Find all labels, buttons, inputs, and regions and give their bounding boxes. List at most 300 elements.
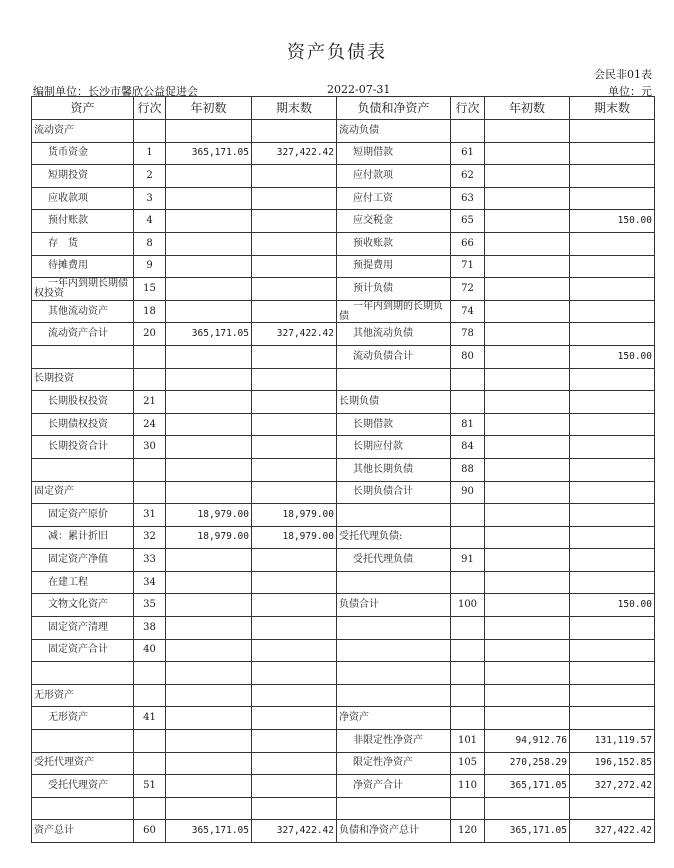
table-row [32, 210, 655, 233]
asset-line-no: 35 [134, 594, 166, 617]
asset-begin [166, 775, 252, 798]
liability-end: 196,152.85 [570, 752, 655, 775]
asset-end [252, 391, 337, 414]
header-end: 期末数 [252, 97, 337, 120]
asset-begin [166, 436, 252, 459]
asset-label: 受托代理资产 [32, 775, 134, 798]
asset-begin [166, 210, 252, 233]
liability-end [570, 458, 655, 481]
asset-line-no: 30 [134, 436, 166, 459]
asset-end [252, 684, 337, 707]
liability-end [570, 142, 655, 165]
header-line-no: 行次 [134, 97, 166, 120]
liability-label: 净资产 [337, 707, 451, 730]
liability-end [570, 526, 655, 549]
liability-begin [485, 391, 570, 414]
asset-begin [166, 413, 252, 436]
asset-line-no: 20 [134, 323, 166, 346]
table-row [32, 436, 655, 459]
asset-begin [166, 232, 252, 255]
liability-begin [485, 413, 570, 436]
asset-end [252, 187, 337, 210]
liability-end [570, 617, 655, 640]
liability-line-no: 65 [451, 210, 485, 233]
asset-label: 资产总计 [32, 820, 134, 843]
asset-begin [166, 571, 252, 594]
table-row [32, 391, 655, 414]
asset-end [252, 165, 337, 188]
header-liabilities: 负债和净资产 [337, 97, 451, 120]
liability-label: 预提费用 [337, 255, 451, 278]
liability-line-no: 90 [451, 481, 485, 504]
liability-end [570, 255, 655, 278]
asset-line-no: 51 [134, 775, 166, 798]
asset-label [32, 797, 134, 820]
asset-end [252, 232, 337, 255]
asset-begin [166, 707, 252, 730]
liability-end: 131,119.57 [570, 730, 655, 753]
liability-label [337, 662, 451, 685]
liability-label: 短期借款 [337, 142, 451, 165]
liability-end: 327,422.42 [570, 820, 655, 843]
asset-begin [166, 549, 252, 572]
asset-begin [166, 458, 252, 481]
asset-line-no: 38 [134, 617, 166, 640]
asset-begin [166, 797, 252, 820]
liability-line-no: 80 [451, 345, 485, 368]
asset-label: 存 货 [32, 232, 134, 255]
asset-line-no: 33 [134, 549, 166, 572]
asset-line-no: 18 [134, 300, 166, 323]
liability-label: 非限定性净资产 [337, 730, 451, 753]
liability-label [337, 797, 451, 820]
table-row [32, 368, 655, 391]
liability-label [337, 639, 451, 662]
asset-end [252, 481, 337, 504]
asset-line-no [134, 797, 166, 820]
liability-begin [485, 662, 570, 685]
asset-line-no: 34 [134, 571, 166, 594]
asset-end [252, 458, 337, 481]
asset-label [32, 730, 134, 753]
table-row [32, 775, 655, 798]
report-title: 资产负债表 [287, 42, 387, 63]
liability-line-no: 88 [451, 458, 485, 481]
liability-end [570, 413, 655, 436]
liability-label: 流动负债 [337, 120, 451, 143]
asset-label: 待摊费用 [32, 255, 134, 278]
asset-begin [166, 300, 252, 323]
table-row [32, 571, 655, 594]
asset-begin [166, 345, 252, 368]
asset-label: 短期投资 [32, 165, 134, 188]
liability-end [570, 323, 655, 346]
asset-begin [166, 684, 252, 707]
asset-begin [166, 120, 252, 143]
liability-label [337, 368, 451, 391]
table-row [32, 255, 655, 278]
asset-line-no: 40 [134, 639, 166, 662]
asset-line-no: 32 [134, 526, 166, 549]
liability-label: 负债和净资产总计 [337, 820, 451, 843]
liability-begin [485, 323, 570, 346]
asset-begin [166, 730, 252, 753]
asset-end [252, 797, 337, 820]
asset-end [252, 549, 337, 572]
table-row [32, 120, 655, 143]
asset-end [252, 278, 337, 301]
liability-begin [485, 187, 570, 210]
table-row [32, 165, 655, 188]
liability-line-no [451, 617, 485, 640]
asset-line-no: 3 [134, 187, 166, 210]
table-row [32, 300, 655, 323]
liability-end: 150.00 [570, 594, 655, 617]
liability-label: 其他长期负债 [337, 458, 451, 481]
asset-line-no: 41 [134, 707, 166, 730]
liability-begin [485, 278, 570, 301]
asset-label: 固定资产净值 [32, 549, 134, 572]
liability-label: 预计负债 [337, 278, 451, 301]
liability-end [570, 368, 655, 391]
asset-label: 减：累计折旧 [32, 526, 134, 549]
table-row [32, 549, 655, 572]
asset-label: 在建工程 [32, 571, 134, 594]
liability-label: 负债合计 [337, 594, 451, 617]
liability-label: 流动负债合计 [337, 345, 451, 368]
table-header-row [32, 97, 655, 120]
liability-end [570, 300, 655, 323]
table-row [32, 797, 655, 820]
table-row [32, 323, 655, 346]
asset-end: 18,979.00 [252, 526, 337, 549]
liability-line-no: 110 [451, 775, 485, 798]
asset-line-no: 8 [134, 232, 166, 255]
liability-label [337, 617, 451, 640]
form-number: 会民非01表 [594, 68, 652, 81]
asset-end [252, 730, 337, 753]
liability-label: 长期负债合计 [337, 481, 451, 504]
liability-begin [485, 165, 570, 188]
asset-end [252, 368, 337, 391]
asset-line-no: 31 [134, 504, 166, 527]
liability-line-no [451, 391, 485, 414]
liability-end [570, 436, 655, 459]
asset-begin [166, 594, 252, 617]
liability-line-no: 66 [451, 232, 485, 255]
asset-end [252, 436, 337, 459]
liability-begin: 365,171.05 [485, 775, 570, 798]
liability-line-no: 120 [451, 820, 485, 843]
liability-line-no [451, 797, 485, 820]
asset-label: 固定资产合计 [32, 639, 134, 662]
liability-line-no: 105 [451, 752, 485, 775]
asset-line-no [134, 345, 166, 368]
liability-line-no: 74 [451, 300, 485, 323]
liability-end [570, 391, 655, 414]
liability-begin [485, 481, 570, 504]
asset-end [252, 300, 337, 323]
table-row [32, 458, 655, 481]
currency-unit: 单位：元 [608, 85, 652, 98]
table-row [32, 278, 655, 301]
asset-end [252, 594, 337, 617]
asset-line-no: 9 [134, 255, 166, 278]
asset-line-no [134, 730, 166, 753]
asset-end [252, 413, 337, 436]
asset-begin [166, 165, 252, 188]
liability-label: 长期应付款 [337, 436, 451, 459]
table-row [32, 481, 655, 504]
asset-line-no: 15 [134, 278, 166, 301]
liability-label: 长期负债 [337, 391, 451, 414]
liability-begin [485, 504, 570, 527]
liability-label: 受托代理负债 [337, 549, 451, 572]
asset-begin [166, 368, 252, 391]
liability-line-no [451, 526, 485, 549]
liability-line-no: 101 [451, 730, 485, 753]
liability-begin [485, 436, 570, 459]
liability-line-no: 63 [451, 187, 485, 210]
asset-label: 流动资产合计 [32, 323, 134, 346]
liability-begin [485, 300, 570, 323]
asset-end: 18,979.00 [252, 504, 337, 527]
table-row [32, 413, 655, 436]
table-row [32, 594, 655, 617]
asset-begin: 18,979.00 [166, 504, 252, 527]
liability-line-no [451, 707, 485, 730]
liability-begin [485, 142, 570, 165]
asset-end [252, 752, 337, 775]
liability-end [570, 232, 655, 255]
liability-line-no: 72 [451, 278, 485, 301]
header-begin: 年初数 [166, 97, 252, 120]
liability-end: 150.00 [570, 210, 655, 233]
asset-end [252, 617, 337, 640]
asset-line-no [134, 752, 166, 775]
liability-label: 长期借款 [337, 413, 451, 436]
organization-label: 编制单位：长沙市馨欣公益促进会 [33, 85, 198, 98]
liability-end [570, 187, 655, 210]
table-row [32, 345, 655, 368]
liability-line-no: 91 [451, 549, 485, 572]
asset-line-no: 24 [134, 413, 166, 436]
table-row [32, 232, 655, 255]
liability-line-no [451, 120, 485, 143]
asset-line-no [134, 458, 166, 481]
asset-end [252, 210, 337, 233]
liability-line-no [451, 571, 485, 594]
asset-begin [166, 639, 252, 662]
liability-end [570, 504, 655, 527]
asset-begin: 365,171.05 [166, 820, 252, 843]
asset-label: 固定资产原价 [32, 504, 134, 527]
liability-end [570, 797, 655, 820]
asset-end: 327,422.42 [252, 820, 337, 843]
asset-end [252, 775, 337, 798]
table-row [32, 662, 655, 685]
liability-line-no [451, 504, 485, 527]
liability-label: 限定性净资产 [337, 752, 451, 775]
asset-end [252, 662, 337, 685]
liability-begin [485, 594, 570, 617]
liability-label [337, 504, 451, 527]
asset-line-no [134, 481, 166, 504]
asset-line-no: 1 [134, 142, 166, 165]
asset-label: 长期投资合计 [32, 436, 134, 459]
liability-label: 应付工资 [337, 187, 451, 210]
asset-label: 受托代理资产 [32, 752, 134, 775]
liability-begin [485, 571, 570, 594]
asset-end: 327,422.42 [252, 323, 337, 346]
table-row [32, 142, 655, 165]
asset-begin: 365,171.05 [166, 142, 252, 165]
asset-end: 327,422.42 [252, 142, 337, 165]
liability-line-no: 81 [451, 413, 485, 436]
liability-line-no: 84 [451, 436, 485, 459]
liability-line-no: 62 [451, 165, 485, 188]
liability-end [570, 549, 655, 572]
liability-label: 应交税金 [337, 210, 451, 233]
liability-label: 预收账款 [337, 232, 451, 255]
asset-line-no: 21 [134, 391, 166, 414]
liability-end [570, 481, 655, 504]
liability-line-no [451, 662, 485, 685]
liability-label: 应付款项 [337, 165, 451, 188]
liability-begin [485, 232, 570, 255]
liability-end [570, 662, 655, 685]
table-row [32, 820, 655, 843]
liability-begin [485, 458, 570, 481]
asset-begin [166, 662, 252, 685]
liability-label [337, 684, 451, 707]
liability-begin [485, 549, 570, 572]
asset-end [252, 571, 337, 594]
asset-line-no: 2 [134, 165, 166, 188]
liability-begin [485, 707, 570, 730]
liability-begin [485, 210, 570, 233]
liability-begin [485, 345, 570, 368]
header-begin-2: 年初数 [485, 97, 570, 120]
asset-label [32, 662, 134, 685]
liability-begin: 94,912.76 [485, 730, 570, 753]
liability-end [570, 707, 655, 730]
table-row [32, 639, 655, 662]
liability-begin [485, 797, 570, 820]
table-row [32, 526, 655, 549]
asset-line-no [134, 368, 166, 391]
report-meta [33, 83, 652, 96]
asset-end [252, 707, 337, 730]
liability-begin [485, 639, 570, 662]
asset-line-no: 4 [134, 210, 166, 233]
asset-label: 固定资产清理 [32, 617, 134, 640]
header-end-2: 期末数 [570, 97, 655, 120]
asset-label: 长期投资 [32, 368, 134, 391]
asset-end [252, 120, 337, 143]
table-row [32, 617, 655, 640]
liability-begin [485, 684, 570, 707]
asset-label: 一年内到期长期债权投资 [32, 278, 134, 301]
asset-begin [166, 752, 252, 775]
liability-end [570, 278, 655, 301]
liability-line-no [451, 639, 485, 662]
liability-label [337, 571, 451, 594]
liability-label: 受托代理负债: [337, 526, 451, 549]
liability-line-no: 71 [451, 255, 485, 278]
liability-end [570, 571, 655, 594]
asset-begin: 18,979.00 [166, 526, 252, 549]
liability-end [570, 165, 655, 188]
asset-end [252, 639, 337, 662]
asset-label [32, 345, 134, 368]
table-row [32, 504, 655, 527]
liability-end: 327,272.42 [570, 775, 655, 798]
liability-line-no: 100 [451, 594, 485, 617]
asset-label: 无形资产 [32, 684, 134, 707]
asset-begin [166, 391, 252, 414]
table-row [32, 187, 655, 210]
asset-label: 固定资产 [32, 481, 134, 504]
liability-begin [485, 120, 570, 143]
balance-sheet-table [31, 96, 655, 843]
table-row [32, 684, 655, 707]
asset-begin [166, 255, 252, 278]
liability-label: 一年内到期的长期负债 [337, 300, 451, 323]
asset-label: 其他流动资产 [32, 300, 134, 323]
liability-begin [485, 526, 570, 549]
liability-line-no: 78 [451, 323, 485, 346]
asset-begin [166, 617, 252, 640]
liability-begin: 270,258.29 [485, 752, 570, 775]
asset-begin: 365,171.05 [166, 323, 252, 346]
asset-label: 应收款项 [32, 187, 134, 210]
asset-label: 货币资金 [32, 142, 134, 165]
liability-line-no: 61 [451, 142, 485, 165]
asset-label: 文物文化资产 [32, 594, 134, 617]
asset-line-no [134, 120, 166, 143]
asset-end [252, 255, 337, 278]
asset-label: 预付账款 [32, 210, 134, 233]
asset-label: 长期债权投资 [32, 413, 134, 436]
asset-label: 长期股权投资 [32, 391, 134, 414]
report-date: 2022-07-31 [327, 83, 391, 96]
liability-end: 150.00 [570, 345, 655, 368]
liability-end [570, 684, 655, 707]
asset-line-no [134, 684, 166, 707]
liability-begin [485, 368, 570, 391]
asset-label: 流动资产 [32, 120, 134, 143]
table-row [32, 707, 655, 730]
liability-begin: 365,171.05 [485, 820, 570, 843]
asset-begin [166, 278, 252, 301]
asset-label: 无形资产 [32, 707, 134, 730]
liability-begin [485, 617, 570, 640]
liability-end [570, 639, 655, 662]
liability-line-no [451, 684, 485, 707]
asset-label [32, 458, 134, 481]
liability-label: 其他流动负债 [337, 323, 451, 346]
asset-line-no: 60 [134, 820, 166, 843]
asset-end [252, 345, 337, 368]
header-line-no-2: 行次 [451, 97, 485, 120]
liability-begin [485, 255, 570, 278]
header-assets: 资产 [32, 97, 134, 120]
table-row [32, 752, 655, 775]
asset-line-no [134, 662, 166, 685]
liability-line-no [451, 368, 485, 391]
asset-begin [166, 481, 252, 504]
